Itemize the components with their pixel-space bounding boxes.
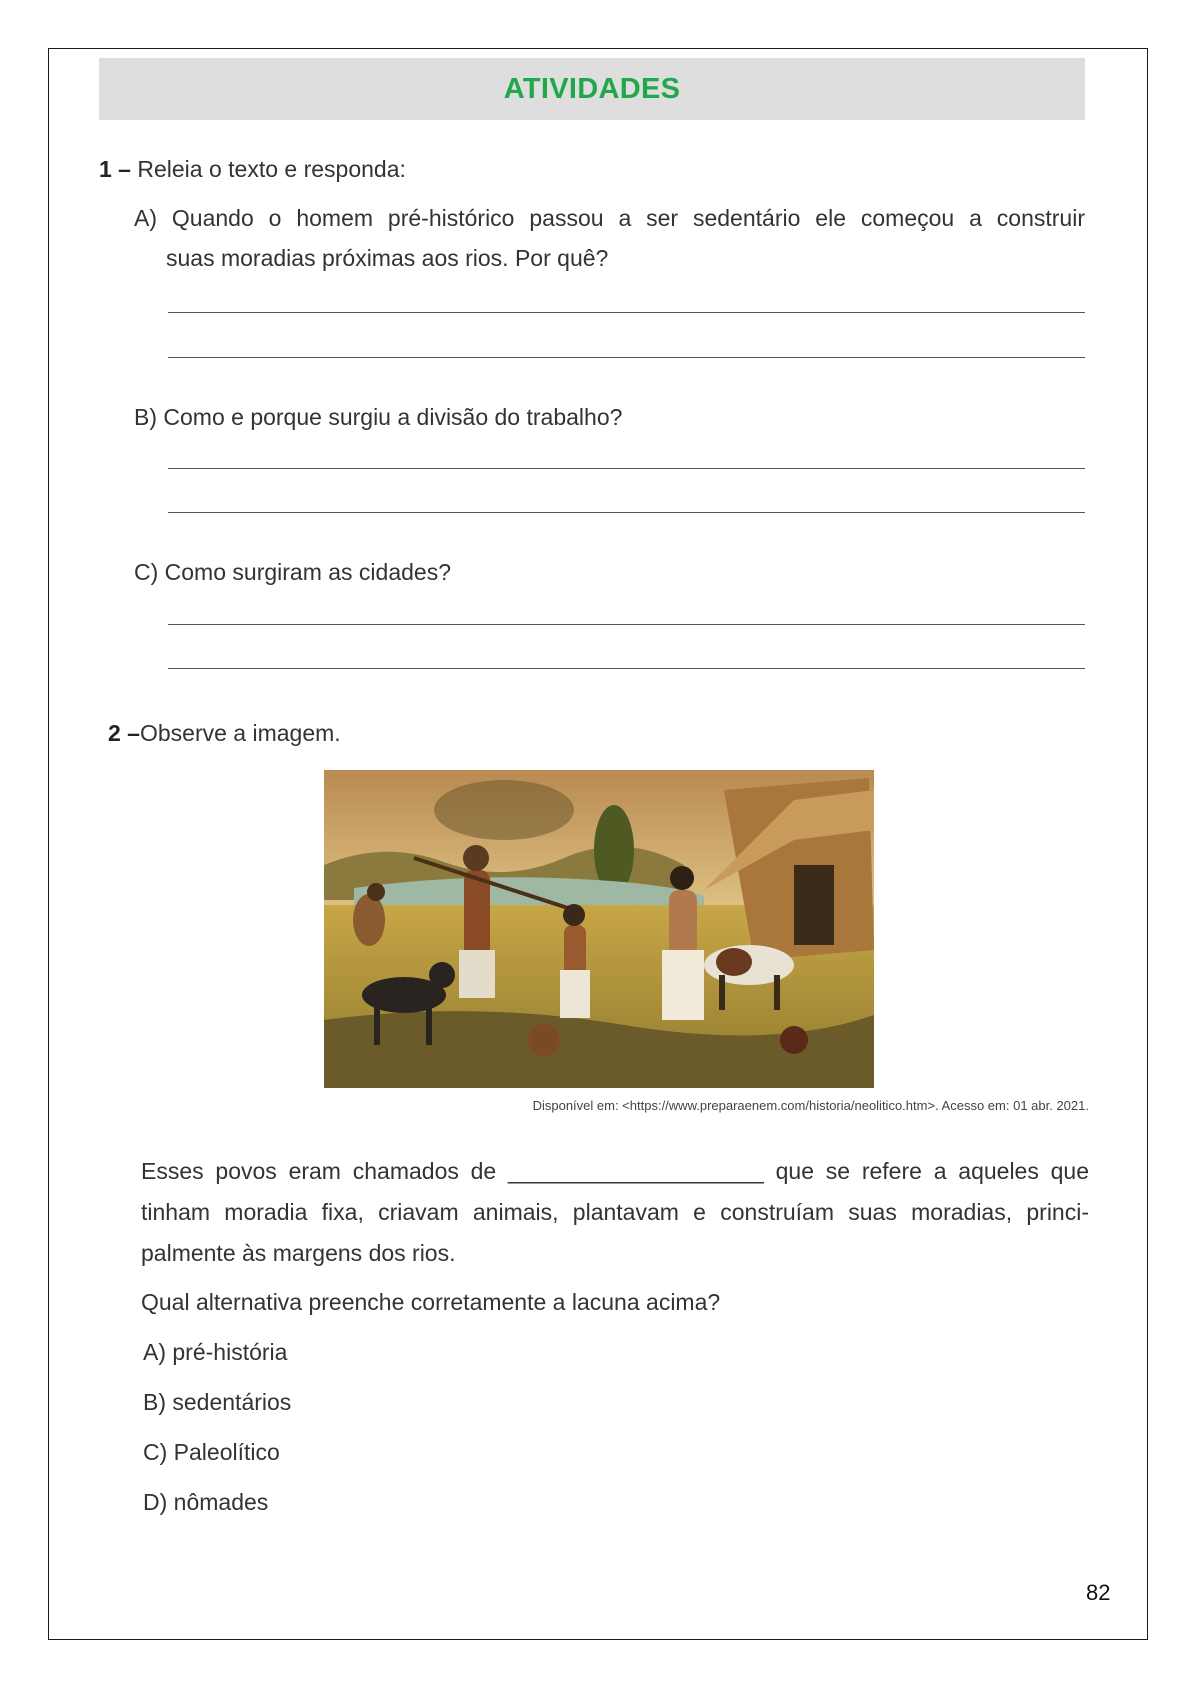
question-2-prompt: Observe a imagem. — [139, 720, 341, 746]
question-1b: B) Como e porque surgiu a divisão do trabalho? — [134, 404, 623, 430]
question-1c: C) Como surgiram as cidades? — [134, 559, 452, 585]
question-1-prompt: Releia o texto e responda: — [137, 156, 406, 182]
page-title: ATIVIDADES — [503, 72, 681, 105]
neolithic-village-illustration — [324, 770, 874, 1088]
page-number: 82 — [1086, 1580, 1111, 1605]
option-a[interactable]: A) pré-história — [143, 1339, 288, 1365]
answer-line-1c-2[interactable] — [168, 668, 1085, 669]
option-d[interactable]: D) nômades — [143, 1489, 269, 1515]
option-c[interactable]: C) Paleolítico — [143, 1439, 280, 1465]
answer-line-1b-2[interactable] — [168, 512, 1085, 513]
question-2-instruction: Qual alternativa preenche corretamente a lacuna acima? — [141, 1289, 721, 1315]
question-2 — [108, 713, 341, 753]
answer-line-1a-1[interactable] — [168, 312, 1085, 313]
option-b[interactable]: B) sedentários — [143, 1389, 292, 1415]
fill-in-line-3: palmente às margens dos rios. — [141, 1240, 456, 1266]
answer-line-1b-1[interactable] — [168, 468, 1085, 469]
fill-in-line-2: tinham moradia fixa, criavam animais, plantavam e construíam suas moradias, princi- — [141, 1199, 1089, 1225]
question-1-number: 1 – — [99, 156, 131, 182]
answer-line-1c-1[interactable] — [168, 624, 1085, 625]
fill-in-line-1: Esses povos eram chamados de ____________________ que se refere a aqueles que — [141, 1158, 1089, 1184]
question-1 — [99, 149, 406, 189]
question-2-number: 2 – — [108, 720, 140, 746]
answer-line-1a-2[interactable] — [168, 357, 1085, 358]
image-caption: Disponível em: <https://www.preparaenem.com/historia/neolitico.htm>. Acesso em: 01 abr. 2021. — [532, 1098, 1089, 1113]
header-band — [99, 58, 1085, 120]
question-1a-line-2: suas moradias próximas aos rios. Por quê? — [166, 245, 609, 271]
question-1a-line-1: A) Quando o homem pré-histórico passou a ser sedentário ele começou a construir — [134, 205, 1085, 231]
